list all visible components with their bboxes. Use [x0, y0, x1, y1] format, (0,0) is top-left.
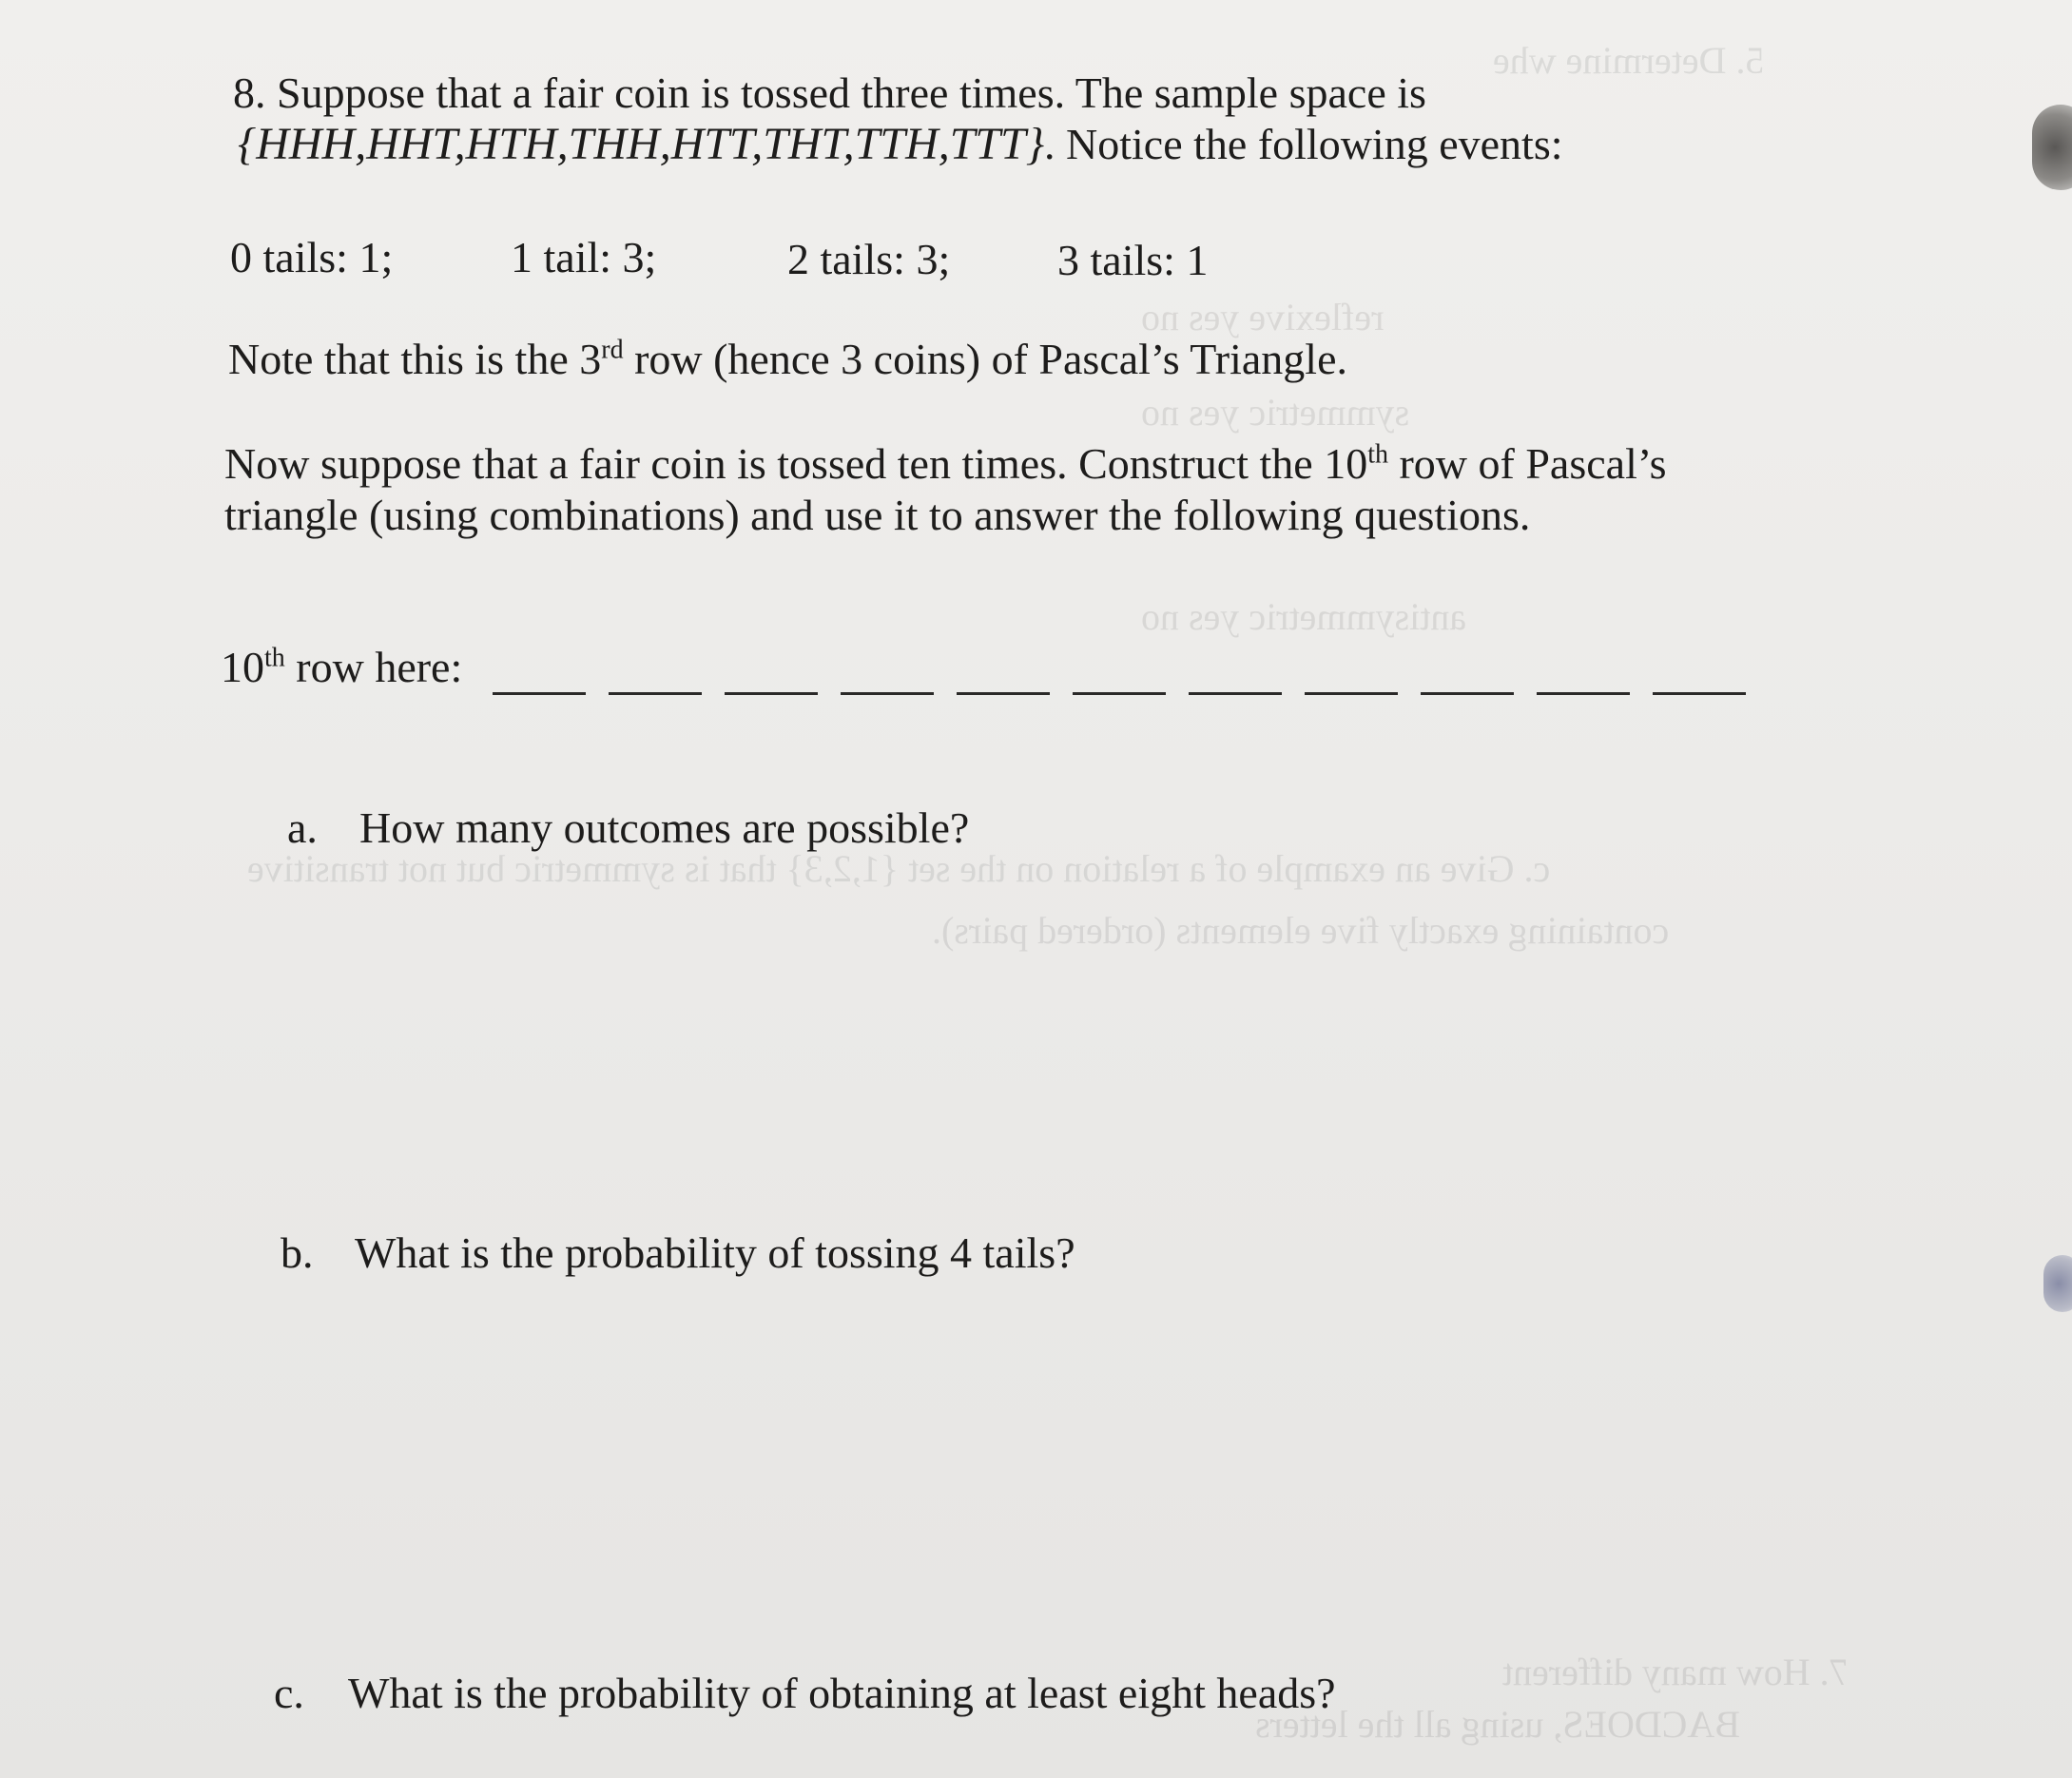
- instruction-line-2: triangle (using combinations) and use it to answer the following questions.: [224, 491, 1531, 539]
- row-label-text: 10: [221, 643, 264, 691]
- part-a-letter: a.: [287, 803, 318, 852]
- instruction-superscript: th: [1367, 439, 1388, 470]
- note-text: Note that this is the 3: [228, 335, 602, 383]
- note-line: [228, 335, 1347, 384]
- part-a: [287, 803, 969, 853]
- part-a-question: How many outcomes are possible?: [359, 803, 970, 852]
- binder-hole: [2043, 1255, 2072, 1312]
- bleed-through-text: antisymmetric yes no: [1141, 595, 1467, 638]
- answer-blank[interactable]: [1305, 692, 1398, 695]
- part-c-letter: c.: [274, 1669, 304, 1717]
- answer-blank[interactable]: [1421, 692, 1514, 695]
- answer-blank[interactable]: [1189, 692, 1282, 695]
- answer-blank[interactable]: [493, 692, 586, 695]
- instruction-text: Now suppose that a fair coin is tossed ten times. Construct the 10: [224, 439, 1368, 488]
- part-b: [281, 1228, 1075, 1278]
- question-intro: Suppose that a fair coin is tossed three times. The sample space is: [277, 68, 1426, 117]
- bleed-through-text: symmetric yes no: [1141, 391, 1410, 434]
- binder-hole: [2032, 105, 2072, 190]
- answer-blank[interactable]: [841, 692, 934, 695]
- bleed-through-text: containing exactly five elements (ordered pairs).: [932, 909, 1670, 952]
- note-superscript: rd: [601, 335, 624, 365]
- question-line-1: [233, 68, 1426, 118]
- event-1-tail: 1 tail: 3;: [511, 233, 657, 281]
- event-0-tails: 0 tails: 1;: [230, 233, 394, 281]
- row-label: [221, 643, 462, 692]
- question-line-2-rest: . Notice the following events:: [1044, 120, 1563, 168]
- sample-space: {HHH,HHT,HTH,THH,HTT,THT,TTH,TTT}: [238, 119, 1045, 169]
- answer-blank[interactable]: [1653, 692, 1746, 695]
- instruction-text-end: row of Pascal’s: [1387, 439, 1667, 488]
- part-c-question: What is the probability of obtaining at least eight heads?: [348, 1669, 1336, 1717]
- answer-blank[interactable]: [1073, 692, 1166, 695]
- instruction-line-1: [224, 439, 1667, 489]
- part-b-letter: b.: [281, 1228, 314, 1277]
- bleed-through-text: 5. Determine whe: [1493, 39, 1765, 82]
- bleed-through-text: 7. How many different: [1502, 1651, 1849, 1693]
- part-b-question: What is the probability of tossing 4 tails?: [355, 1228, 1075, 1277]
- bleed-through-text: BACDOES, using all the letters: [1255, 1703, 1740, 1746]
- bleed-through-text: reflexive yes no: [1141, 296, 1385, 338]
- part-c: [274, 1669, 1336, 1718]
- event-3-tails: 3 tails: 1: [1057, 236, 1209, 284]
- row-label-text-end: row here:: [284, 643, 463, 691]
- answer-blank[interactable]: [1537, 692, 1630, 695]
- answer-blank[interactable]: [725, 692, 818, 695]
- note-text-end: row (hence 3 coins) of Pascal’s Triangle.: [623, 335, 1347, 383]
- answer-blank[interactable]: [609, 692, 702, 695]
- question-line-2: [238, 120, 1563, 169]
- event-2-tails: 2 tails: 3;: [787, 235, 951, 283]
- bleed-through-text: c. Give an example of a relation on the set {1,2,3} that is symmetric but not transitive: [247, 847, 1551, 890]
- question-number: 8.: [233, 68, 266, 117]
- row-label-superscript: th: [264, 643, 285, 673]
- answer-blank[interactable]: [957, 692, 1050, 695]
